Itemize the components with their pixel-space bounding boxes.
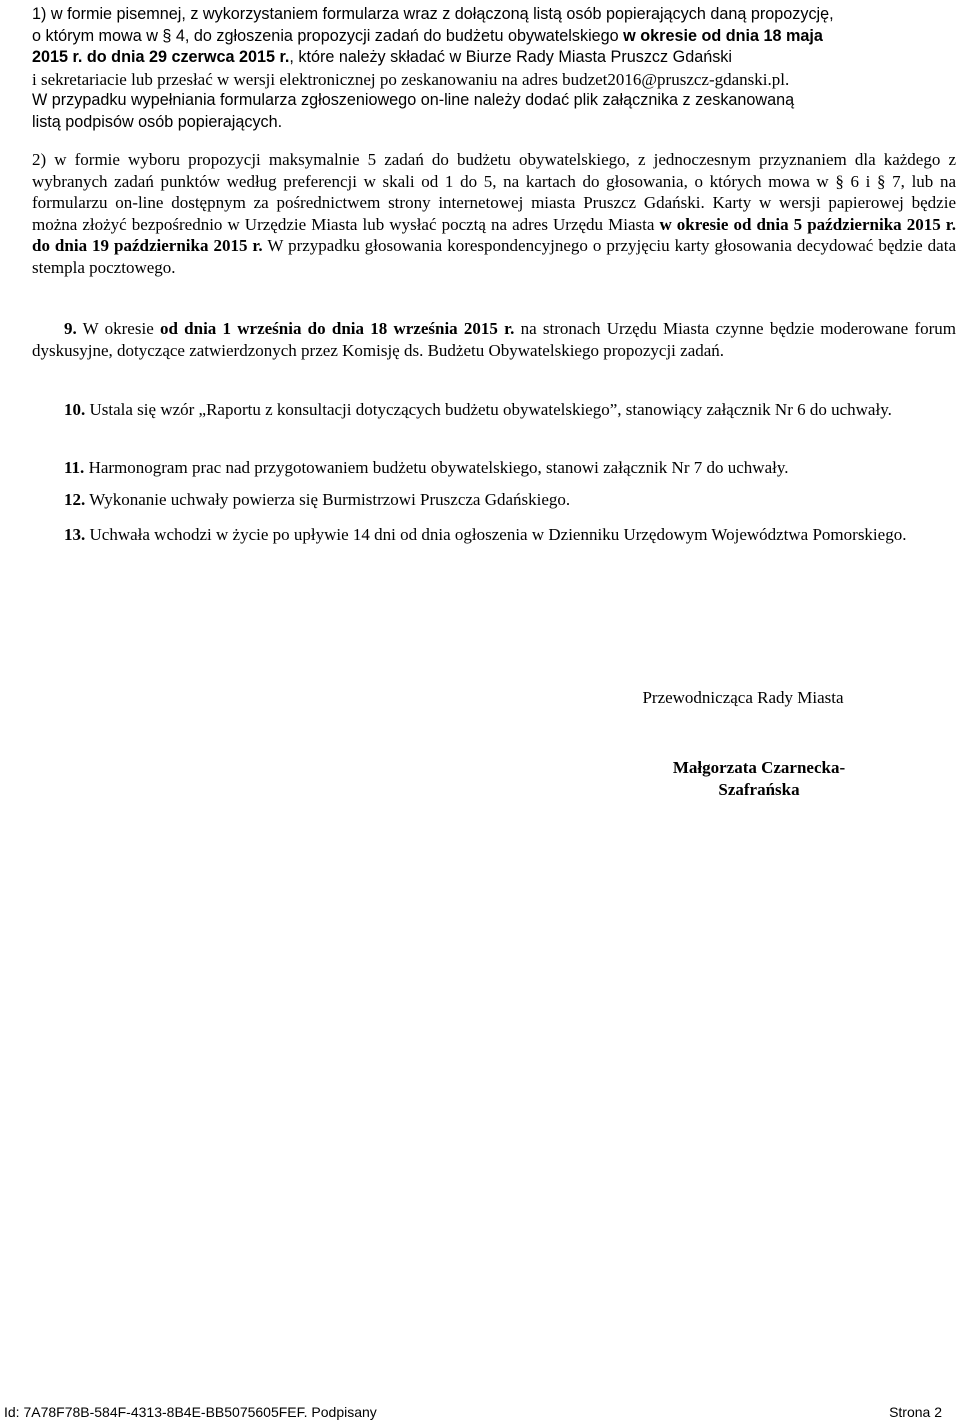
paragraph-12-number: 12. xyxy=(64,490,86,509)
item1-line3 xyxy=(32,47,956,69)
paragraph-9-text-bold: od dnia 1 września do dnia 18 września 2015 r. xyxy=(159,319,515,338)
paragraph-9-text-a: W okresie xyxy=(76,319,160,338)
paragraph-12-text xyxy=(32,489,956,511)
item1-line2 xyxy=(32,26,956,48)
item2-text xyxy=(32,149,956,278)
paragraph-13 xyxy=(32,524,956,546)
paragraph-9-text xyxy=(32,318,956,361)
signature-name-line2: Szafrańska xyxy=(718,779,800,799)
paragraph-12-body: Wykonanie uchwały powierza się Burmistrzowi Pruszcza Gdańskiego. xyxy=(85,490,571,509)
item1-line6: listą podpisów osób popierających. xyxy=(32,112,283,131)
item1-line5: W przypadku wypełniania formularza zgłoszeniowego on-line należy dodać plik załącznika z zeskanowaną xyxy=(32,91,795,109)
paragraph-9 xyxy=(32,318,956,361)
footer-document-id: Id: 7A78F78B-584F-4313-8B4E-BB5075605FEF. Podpisany xyxy=(4,1404,377,1420)
footer-page-number: Strona 2 xyxy=(889,1404,942,1420)
item1-line2-bold: w okresie od dnia 18 maja xyxy=(623,26,823,45)
item1-line3-text: , które należy składać w Biurze Rady Miasta Pruszcz Gdański xyxy=(289,48,733,66)
list-item-2 xyxy=(32,149,956,278)
paragraph-9-text-b: na stronach Urzędu Miasta czynne będzie moderowane forum dyskusyjne, dotyczące zatwierdzonych przez Komisję ds. Budżetu Obywatelskiego propozycji zadań. xyxy=(32,319,956,360)
item2-text-b: W przypadku głosowania korespondencyjnego o przyjęciu karty głosowania decydować będzie data stempla pocztowego. xyxy=(32,236,956,277)
item2-text-bold: w okresie od dnia 5 października 2015 r. do dnia 19 października 2015 r. xyxy=(32,214,956,255)
item1-line4: i sekretariacie lub przesłać w wersji elektronicznej po zeskanowaniu na adres budzet2016@pruszcz-gdanski.pl. xyxy=(32,69,790,89)
paragraph-11-text xyxy=(32,457,956,479)
item2-text-a: 2) w formie wyboru propozycji maksymalnie 5 zadań do budżetu obywatelskiego, z jednoczesnym przyznaniem dla każdego z wybranych zadań punktów według preferencji w skali od 1 do 5, na kartach do głosowania, o których mowa w § 6 i § 7, lub na formularzu on-line dostępnym za pośrednictwem strony internetowej miasta Pruszcz Gdański. Karty w wersji papierowej będzie można złożyć bezpośrednio w Urzędzie Miasta lub wysłać pocztą na adres Urzędu Miasta xyxy=(32,150,956,234)
paragraph-11-body: Harmonogram prac nad przygotowaniem budżetu obywatelskiego, stanowi załącznik Nr 7 do uchwały. xyxy=(84,458,789,477)
paragraph-12 xyxy=(32,489,956,511)
paragraph-10-text xyxy=(32,399,956,421)
signature-title: Przewodnicząca Rady Miasta xyxy=(642,688,844,707)
item1-line3-bold: 2015 r. do dnia 29 czerwca 2015 r. xyxy=(32,48,290,66)
item1-line2-text: o którym mowa w § 4, do zgłoszenia propozycji zadań do budżetu obywatelskiego xyxy=(32,26,624,45)
item1-line1: 1) w formie pisemnej, z wykorzystaniem formularza wraz z dołączoną listą osób popierających daną propozycję, xyxy=(32,5,834,23)
paragraph-13-body: Uchwała wchodzi w życie po upływie 14 dni od dnia ogłoszenia w Dzienniku Urzędowym Województwa Pomorskiego. xyxy=(85,525,907,544)
signature-name xyxy=(608,757,910,800)
paragraph-13-number: 13. xyxy=(64,525,86,544)
list-item-1 xyxy=(32,4,956,133)
paragraph-10 xyxy=(32,399,956,421)
paragraph-11 xyxy=(32,457,956,479)
paragraph-9-number: 9. xyxy=(64,319,77,338)
paragraph-10-body: Ustala się wzór „Raportu z konsultacji dotyczących budżetu obywatelskiego”, stanowiący załącznik Nr 6 do uchwały. xyxy=(85,400,892,419)
paragraph-11-number: 11. xyxy=(64,458,85,477)
paragraph-10-number: 10. xyxy=(64,400,86,419)
signature-name-line1: Małgorzata Czarnecka- xyxy=(672,758,846,777)
paragraph-13-text xyxy=(32,524,956,546)
